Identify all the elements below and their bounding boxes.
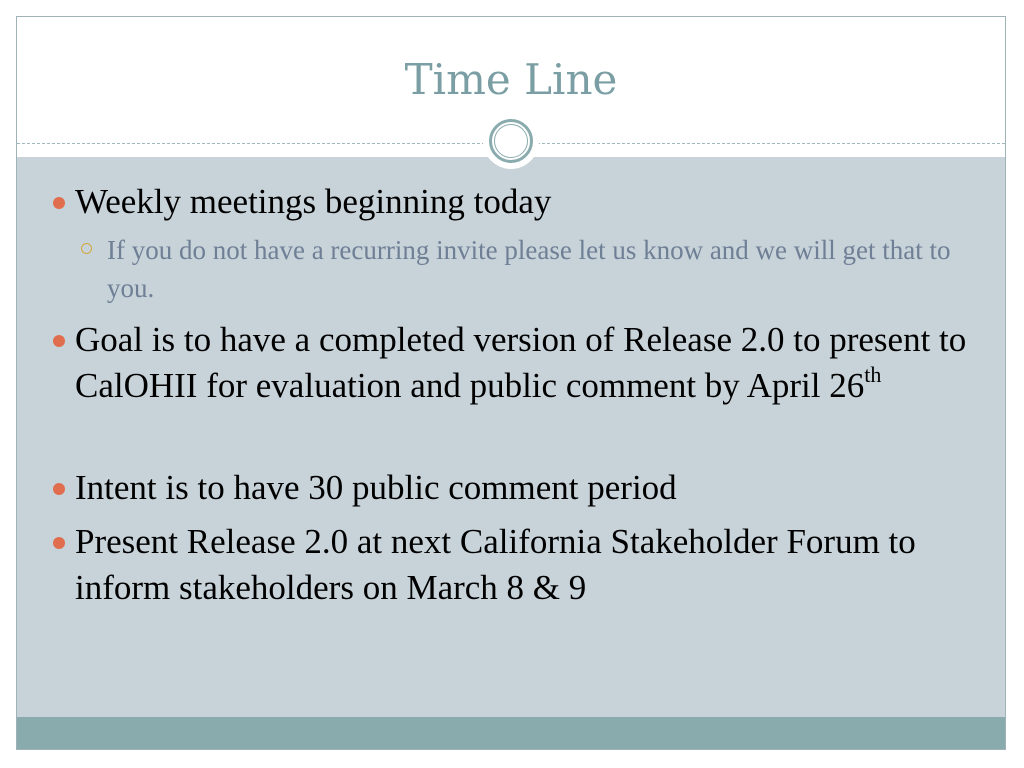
bullet-dot-icon [53,197,65,209]
bullet-dot-icon [53,483,65,495]
sub-bullet-1-text: If you do not have a recurring invite please let us know and we will get that to you. [107,235,951,303]
bullet-dot-icon [53,537,65,549]
bullet-4-text: Present Release 2.0 at next California Stakeholder Forum to inform stakeholders on March 8 & 9 [75,522,916,607]
slide [16,16,1006,750]
slide-title: Time Line [404,55,618,104]
sub-bullet-1 [107,231,987,307]
bullet-2-text: Goal is to have a completed version of Release 2.0 to present to CalOHII for evaluation and public comment by April 26 [75,320,967,405]
footer-bar [17,717,1005,750]
title-ornament-inner-ring [494,124,528,158]
bullet-3 [75,465,975,511]
bullet-4 [75,519,975,611]
bullet-1-text: Weekly meetings beginning today [75,182,552,221]
bullet-3-text: Intent is to have 30 public comment period [75,468,677,507]
bullet-2-superscript: th [864,362,882,388]
sub-bullet-ring-icon [81,243,92,254]
bullet-1 [75,179,975,225]
bullet-2 [75,317,975,409]
bullet-dot-icon [53,335,65,347]
